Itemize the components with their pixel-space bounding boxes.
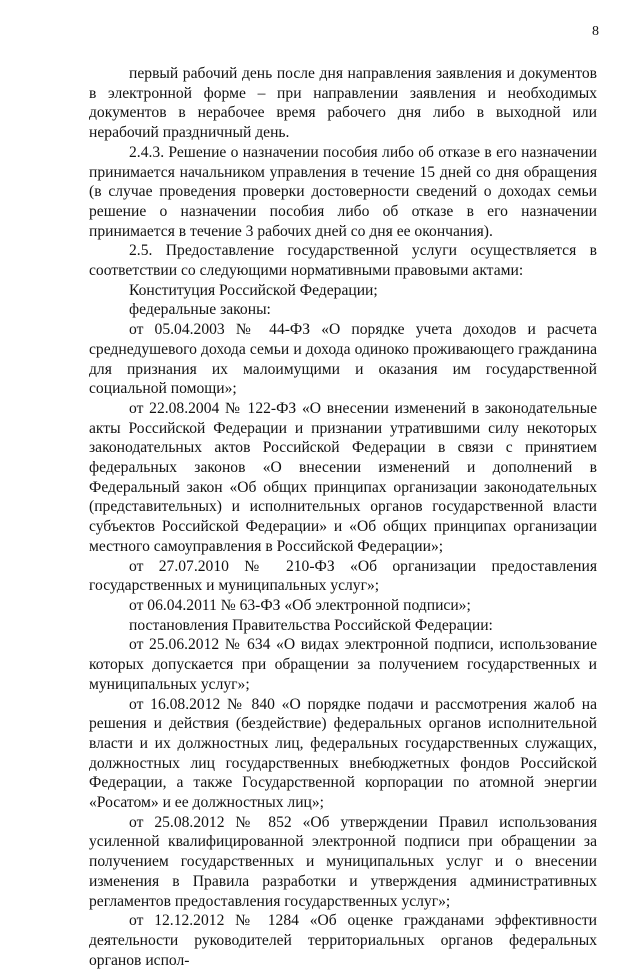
paragraph-2-4-3: 2.4.3. Решение о назначении пособия либо об отказе в его назначении принимается начальником управления в течение 15 дней со дня обращения (в случае проведения проверки достоверности сведений о доходах семьи решение о назначении пособия либо об отказе в его назначении принимается в течение 3 рабочих дней со дня ее окончания). bbox=[89, 143, 597, 240]
list-item-law-63fz: от 06.04.2011 № 63-ФЗ «Об электронной подписи»; bbox=[129, 596, 471, 614]
document-body bbox=[89, 64, 597, 970]
page-number: 8 bbox=[592, 24, 599, 39]
list-item-decree-840: от 16.08.2012 № 840 «О порядке подачи и рассмотрения жалоб на решения и действия (бездействие) федеральных органов исполнительной власти и их должностных лиц, федеральных государственных служащих, должностных лиц государственных внебюджетных фондов Российской Федерации, а также Государственной корпорации по атомной энергии «Росатом» и ее должностных лиц»; bbox=[89, 695, 597, 812]
list-heading-government-decrees: постановления Правительства Российской Федерации: bbox=[129, 616, 493, 634]
list-item-decree-852: от 25.08.2012 № 852 «Об утверждении Правил использования усиленной квалифицированной электронной подписи при обращении за получением государственных и муниципальных услуг и о внесении изменения в Правила разработки и утверждения административных регламентов предоставления государственных услуг»; bbox=[89, 813, 597, 910]
list-item-decree-634: от 25.06.2012 № 634 «О видах электронной подписи, использование которых допускается при обращении за получением государственных и муниципальных услуг»; bbox=[89, 636, 597, 693]
list-item-law-122fz: от 22.08.2004 № 122-ФЗ «О внесении изменений в законодательные акты Российской Федерации и признании утратившими силу некоторых законодательных актов Российской Федерации в связи с принятием федеральных законов «О внесении изменений и дополнений в Федеральный закон «Об общих принципах организации законодательных (представительных) и исполнительных органов государственной власти субъектов Российской Федерации» и «Об общих принципах организации местного самоуправления в Российской Федерации»; bbox=[89, 399, 597, 555]
list-item-decree-1284: от 12.12.2012 № 1284 «Об оценке гражданами эффективности деятельности руководителей территориальных органов федеральных органов испол- bbox=[89, 912, 597, 969]
list-item-law-44fz: от 05.04.2003 № 44-ФЗ «О порядке учета доходов и расчета среднедушевого дохода семьи и дохода одиноко проживающего гражданина для признания их малоимущими и оказания им государственной социальной помощи»; bbox=[89, 321, 597, 398]
list-item-constitution: Конституция Российской Федерации; bbox=[129, 281, 378, 299]
paragraph-2-5: 2.5. Предоставление государственной услуги осуществляется в соответствии со следующими нормативными правовыми актами: bbox=[89, 242, 597, 280]
list-item-law-210fz: от 27.07.2010 № 210-ФЗ «Об организации предоставления государственных и муниципальных услуг»; bbox=[89, 557, 597, 595]
list-heading-federal-laws: федеральные законы: bbox=[129, 301, 271, 319]
paragraph-continuation: первый рабочий день после дня направления заявления и документов в электронной форме – при направлении заявления и необходимых документов в нерабочее время рабочего дня либо в выходной или нерабочий праздничный день. bbox=[89, 65, 597, 142]
